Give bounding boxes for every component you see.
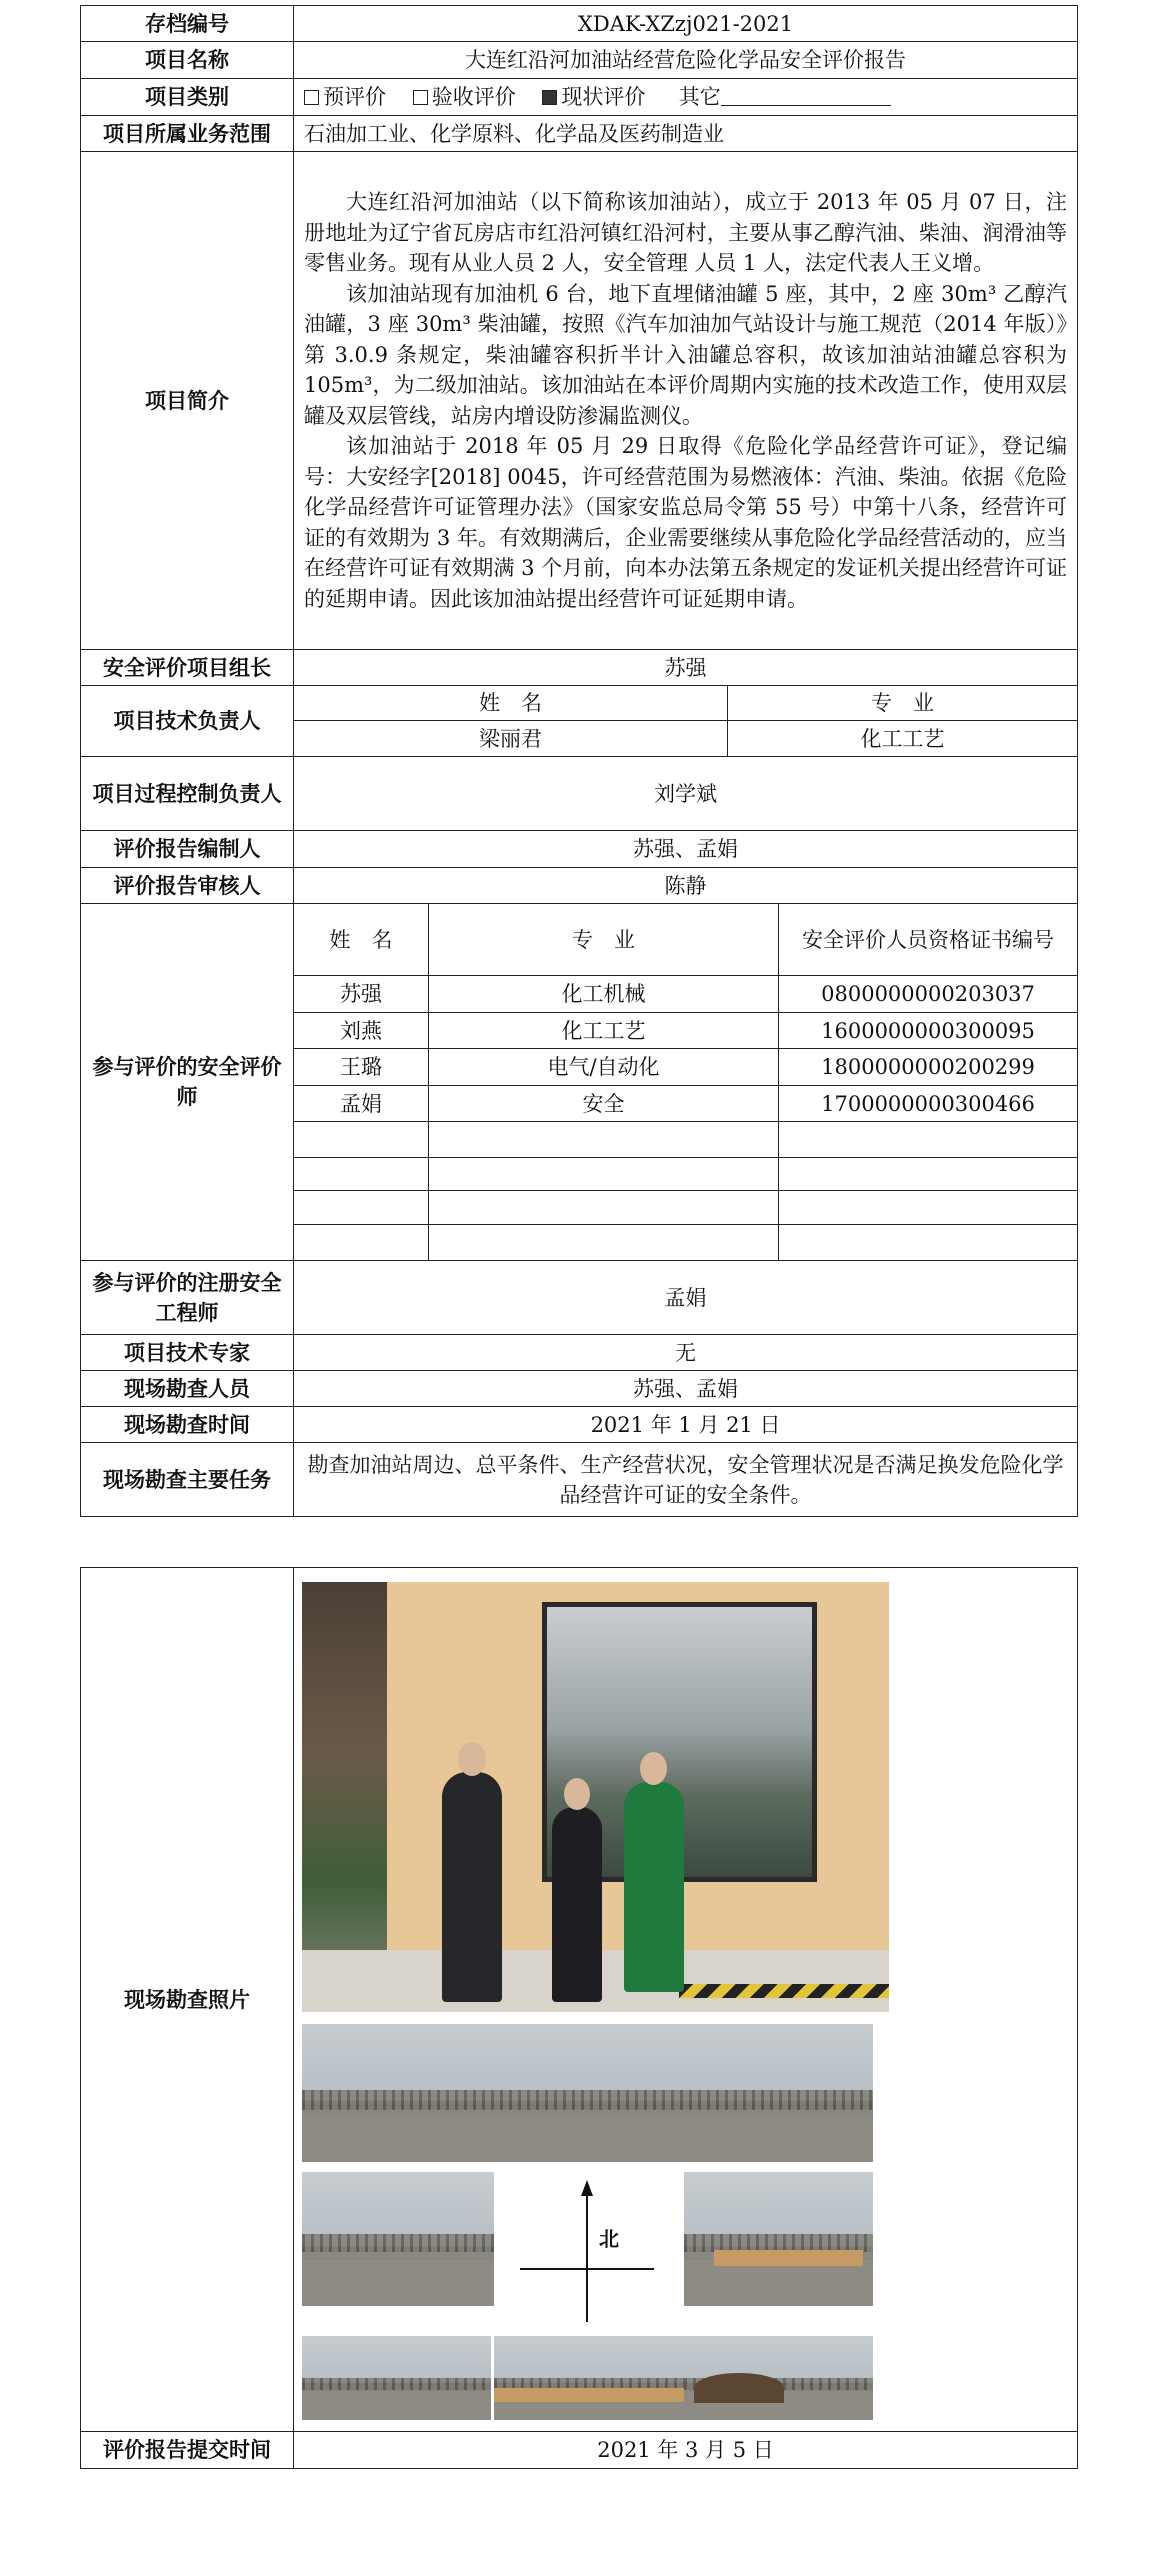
- archive-value: XDAK-XZzj021-2021: [294, 6, 1078, 42]
- other-underline: [721, 85, 891, 106]
- option-pre-label: 预评价: [323, 85, 386, 109]
- tech-lead-major-header: 专 业: [728, 686, 1078, 721]
- team-leader-value: 苏强: [294, 650, 1078, 686]
- intro-label: 项目简介: [81, 152, 294, 650]
- checkbox-accept[interactable]: [413, 90, 428, 105]
- archive-label: 存档编号: [81, 6, 294, 42]
- registered-engineer-label: 参与评价的注册安全工程师: [81, 1261, 294, 1335]
- east-view-photo: [684, 2172, 873, 2306]
- team-leader-label: 安全评价项目组长: [81, 650, 294, 686]
- survey-time-label: 现场勘查时间: [81, 1407, 294, 1443]
- empty-cell: [429, 1158, 779, 1191]
- empty-cell: [294, 1225, 429, 1261]
- panorama-photo: [302, 2024, 873, 2162]
- intro-paragraph: 该加油站现有加油机 6 台，地下直埋储油罐 5 座，其中，2 座 30m³ 乙醇汽油罐，3 座 30m³ 柴油罐，按照《汽车加油加气站设计与施工规范（2014 年版）》第 3.0.9 条规定，柴油罐容积折半计入油罐总容积，故该加油站油罐总容积为 105m³，为二级加油站。该加油站在本评价周期内实施的技术改造工作，使用双层罐及双层管线，站房内增设防渗漏监测仪。: [304, 281, 1068, 428]
- photo-area: [294, 1568, 1078, 2432]
- assessor-cert-header: 安全评价人员资格证书编号: [779, 904, 1078, 976]
- checkbox-current[interactable]: [542, 90, 557, 105]
- survey-task-label: 现场勘查主要任务: [81, 1443, 294, 1517]
- survey-staff-value: 苏强、孟娟: [294, 1371, 1078, 1407]
- intro-paragraph: 大连红沿河加油站（以下简称该加油站），成立于 2013 年 05 月 07 日，注册地址为辽宁省瓦房店市红沿河镇红沿河村，主要从事乙醇汽油、柴油、润滑油等零售业务。现有从业人员 2 人，安全管理 人员 1 人，法定代表人王义增。: [304, 190, 1068, 275]
- assessor-major: 安全: [429, 1086, 779, 1122]
- reviewer-value: 陈静: [294, 868, 1078, 904]
- tech-lead-label: 项目技术负责人: [81, 686, 294, 757]
- reviewer-label: 评价报告审核人: [81, 868, 294, 904]
- assessor-name-header: 姓 名: [294, 904, 429, 976]
- empty-cell: [429, 1225, 779, 1261]
- empty-cell: [294, 1191, 429, 1225]
- business-scope-value: 石油加工业、化学原料、化学品及医药制造业: [294, 116, 1078, 152]
- info-table: [80, 5, 1078, 1517]
- business-scope-label: 项目所属业务范围: [81, 116, 294, 152]
- option-current-label: 现状评价: [561, 85, 646, 109]
- west-view-photo: [302, 2172, 494, 2306]
- empty-cell: [779, 1122, 1078, 1158]
- north-arrow-icon: [494, 2172, 684, 2336]
- assessors-label: 参与评价的安全评价师: [81, 904, 294, 1261]
- project-name-value: 大连红沿河加油站经营危险化学品安全评价报告: [294, 42, 1078, 79]
- assessor-major-header: 专 业: [429, 904, 779, 976]
- photo-table: [80, 1567, 1078, 2469]
- north-compass: [494, 2172, 684, 2336]
- assessor-major: 电气/自动化: [429, 1049, 779, 1086]
- assessor-name: 苏强: [294, 976, 429, 1013]
- compiler-label: 评价报告编制人: [81, 831, 294, 868]
- assessor-name: 孟娟: [294, 1086, 429, 1122]
- assessor-major: 化工机械: [429, 976, 779, 1013]
- project-name-label: 项目名称: [81, 42, 294, 79]
- assessor-major: 化工工艺: [429, 1013, 779, 1049]
- submit-time-label: 评价报告提交时间: [81, 2432, 294, 2469]
- empty-cell: [429, 1122, 779, 1158]
- survey-task-value: 勘查加油站周边、总平条件、生产经营状况，安全管理状况是否满足换发危险化学品经营许可证的安全条件。: [294, 1443, 1078, 1517]
- assessor-cert: 1800000000200299: [779, 1049, 1078, 1086]
- assessor-cert: 0800000000203037: [779, 976, 1078, 1013]
- north-label: 北: [599, 2227, 619, 2251]
- intro-paragraph: 该加油站于 2018 年 05 月 29 日取得《危险化学品经营许可证》，登记编号：大安经字[2018] 0045，许可经营范围为易燃液体：汽油、柴油。依据《危险化学品经营许可证管理办法》（国家安监总局令第 55 号）中第十八条，经营许可证的有效期为 3 年。有效期满后，企业需要继续从事危险化学品经营活动的，应当在经营许可证有效期满 3 个月前，向本办法第五条规定的发证机关提出经营许可证的延期申请。因此该加油站提出经营许可证延期申请。: [304, 434, 1068, 611]
- photos-label: 现场勘查照片: [81, 1568, 294, 2432]
- assessor-cert: 1600000000300095: [779, 1013, 1078, 1049]
- empty-cell: [779, 1158, 1078, 1191]
- south-view-photo: [494, 2336, 684, 2420]
- option-accept-label: 验收评价: [431, 85, 516, 109]
- empty-cell: [294, 1122, 429, 1158]
- southwest-view-photo: [302, 2336, 491, 2420]
- tech-lead-name: 梁丽君: [294, 721, 728, 757]
- project-type-label: 项目类别: [81, 79, 294, 116]
- assessor-name: 刘燕: [294, 1013, 429, 1049]
- empty-cell: [294, 1158, 429, 1191]
- option-other-label: 其它: [678, 85, 721, 109]
- process-control-value: 刘学斌: [294, 757, 1078, 831]
- empty-cell: [429, 1191, 779, 1225]
- process-control-label: 项目过程控制负责人: [81, 757, 294, 831]
- tech-lead-major: 化工工艺: [728, 721, 1078, 757]
- submit-time-value: 2021 年 3 月 5 日: [294, 2432, 1078, 2469]
- registered-engineer-value: 孟娟: [294, 1261, 1078, 1335]
- compiler-value: 苏强、孟娟: [294, 831, 1078, 868]
- empty-cell: [779, 1225, 1078, 1261]
- project-type-options: [294, 79, 1078, 116]
- intro-text: [294, 152, 1078, 650]
- checkbox-pre[interactable]: [304, 90, 319, 105]
- assessor-name: 王璐: [294, 1049, 429, 1086]
- survey-staff-label: 现场勘查人员: [81, 1371, 294, 1407]
- southeast-view-photo: [684, 2336, 873, 2420]
- tech-lead-name-header: 姓 名: [294, 686, 728, 721]
- tech-expert-value: 无: [294, 1335, 1078, 1371]
- survey-time-value: 2021 年 1 月 21 日: [294, 1407, 1078, 1443]
- site-group-photo: [302, 1582, 889, 2012]
- empty-cell: [779, 1191, 1078, 1225]
- tech-expert-label: 项目技术专家: [81, 1335, 294, 1371]
- assessor-cert: 1700000000300466: [779, 1086, 1078, 1122]
